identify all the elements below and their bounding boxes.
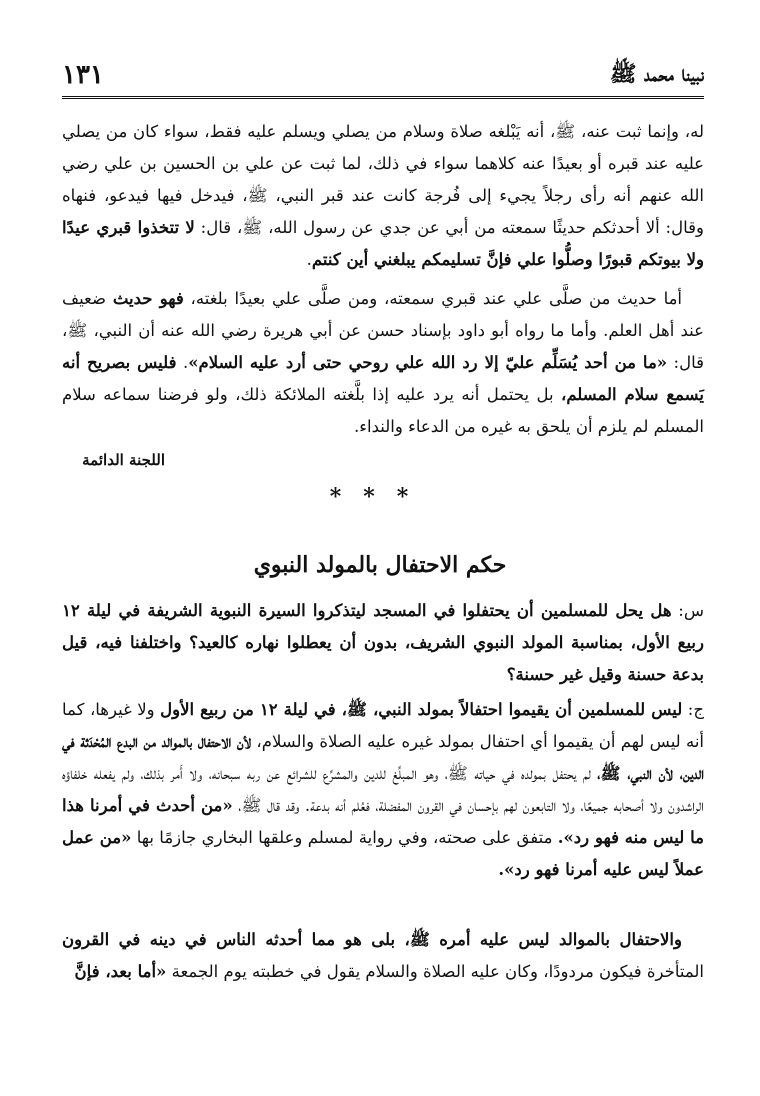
- bold-phrase: لأن الاحتفال بالموالد من البدع المُحْدَثة في الدين، لأن النبي، ﷺ،: [62, 732, 704, 783]
- bold-phrase: والاحتفال بالموالد ليس عليه أمره ﷺ، بلى هو مما أحدثه الناس في دينه في القرون: [62, 930, 682, 949]
- paragraph-text: بل يحتمل أنه يرد عليه إذا بلَّغته الملائكة ذلك، ولو فرضنا سماعه سلام المسلم لم يلزم أن يلحق به غيره من الدعاء والنداء.: [62, 385, 704, 436]
- paragraph-end: .: [306, 250, 312, 269]
- paragraph-intro: [62, 116, 704, 276]
- signature: اللجنة الدائمة: [82, 451, 165, 469]
- paragraph-text: ولا غيرها، كما أنه ليس لهم أن يقيموا أي احتفال بمولد غيره عليه الصلاة والسلام،: [62, 700, 704, 751]
- bold-phrase: فليس بصريح أنه يَسمع سلام المسلم،: [62, 353, 704, 404]
- question-paragraph: [62, 595, 704, 691]
- paragraph-text: له، وإنما ثبت عنه، ﷺ، أنه يَبْلغه صلاة وسلام من يصلي ويسلم عليه فقط، سواء كان من يصلي عليه عند قبره أو بعيدًا عنه كلاهما سواء في ذلك، لما ثبت عن علي بن الحسين بن علي رضي الله عنهم أنه رأى رجلاً يجيء إلى فُرجة كانت عند قبر النبي، ﷺ، فيدخل فيها فيدعو، فنهاه وقال: ألا أحدثكم حديثًا سمعته من أبي عن جدي عن رسول الله، ﷺ، قال:: [62, 122, 704, 237]
- paragraph-text: المتأخرة فيكون مردودًا، وكان عليه الصلاة والسلام يقول في خطبته يوم الجمعة: [171, 962, 704, 981]
- paragraph-text: متفق على صحته، وفي رواية لمسلم وعلقها البخاري جازمًا بها: [136, 828, 553, 847]
- question-text: هل يحل للمسلمين أن يحتفلوا في المسجد ليتذكروا السيرة النبوية الشريفة في ليلة ١٢ ربيع الأول، بمناسبة المولد النبوي الشريف، بدون أن يعطلوا نهاره كالعيد؟ واختلفنا فيه، قيل بدعة حسنة وقيل غير حسنة؟: [62, 601, 704, 684]
- paragraph-conclusion: [62, 924, 704, 988]
- paragraph-text: لم يحتفل بمولده في حياته ﷺ، وهو المبلِّغ للدين والمشرِّع للشرائع عن ربه سبحانه، ولا أَمر بذلك، ولم يفعله خلفاؤه الراشدون ولا أصحابه جميعًا، ولا التابعون لهم بإحسان في القرون المفضلة، فعُلم أنه بدعة. وقد قال ﷺ،: [62, 764, 704, 815]
- separator-dot: .: [182, 353, 189, 372]
- answer-paragraph: [62, 694, 704, 886]
- question-label: س:: [678, 601, 704, 620]
- paragraph-hadith-analysis: [62, 283, 704, 443]
- hadith-quote: «ما من أحد يُسَلِّم عليّ إلا رد الله علي روحي حتى أرد عليه السلام»: [188, 353, 668, 372]
- bold-phrase: ليس للمسلمين أن يقيموا احتفالاً بمولد النبي، ﷺ، في ليلة ١٢ من ربيع الأول: [160, 700, 683, 719]
- hadith-quote: «أما بعد، فإنَّ: [74, 962, 167, 981]
- paragraph-text: أما حديث من صلَّى علي عند قبري سمعته، ومن صلَّى علي بعيدًا بلغته،: [190, 289, 683, 308]
- hadith-quote: «من أحدث في أمرنا هذا ما ليس منه فهو رد».: [62, 796, 704, 847]
- section-separator: ***: [329, 484, 431, 510]
- hadith-quote: «من عمل عملاً ليس عليه أمرنا فهو رد».: [62, 828, 704, 879]
- hadith-quote: لا تتخذوا قبري عيدًا ولا بيوتكم قبورًا وصلُّوا علي فإنَّ تسليمكم يبلغني أين كنتم: [62, 218, 704, 269]
- section-title: حكم الاحتفال بالمولد النبوي: [253, 552, 507, 578]
- paragraph-text: ضعيف عند أهل العلم. وأما ما رواه أبو داود بإسناد حسن عن أبي هريرة رضي الله عنه أن النبي، ﷺ، قال:: [62, 289, 705, 372]
- page-header: [62, 58, 704, 92]
- page-number: ١٣١: [62, 60, 104, 90]
- running-title: نبينا محمد ﷺ: [609, 61, 704, 87]
- bold-phrase: فهو حديث: [112, 289, 184, 308]
- answer-label: ج:: [687, 700, 704, 719]
- header-rule: [62, 96, 704, 99]
